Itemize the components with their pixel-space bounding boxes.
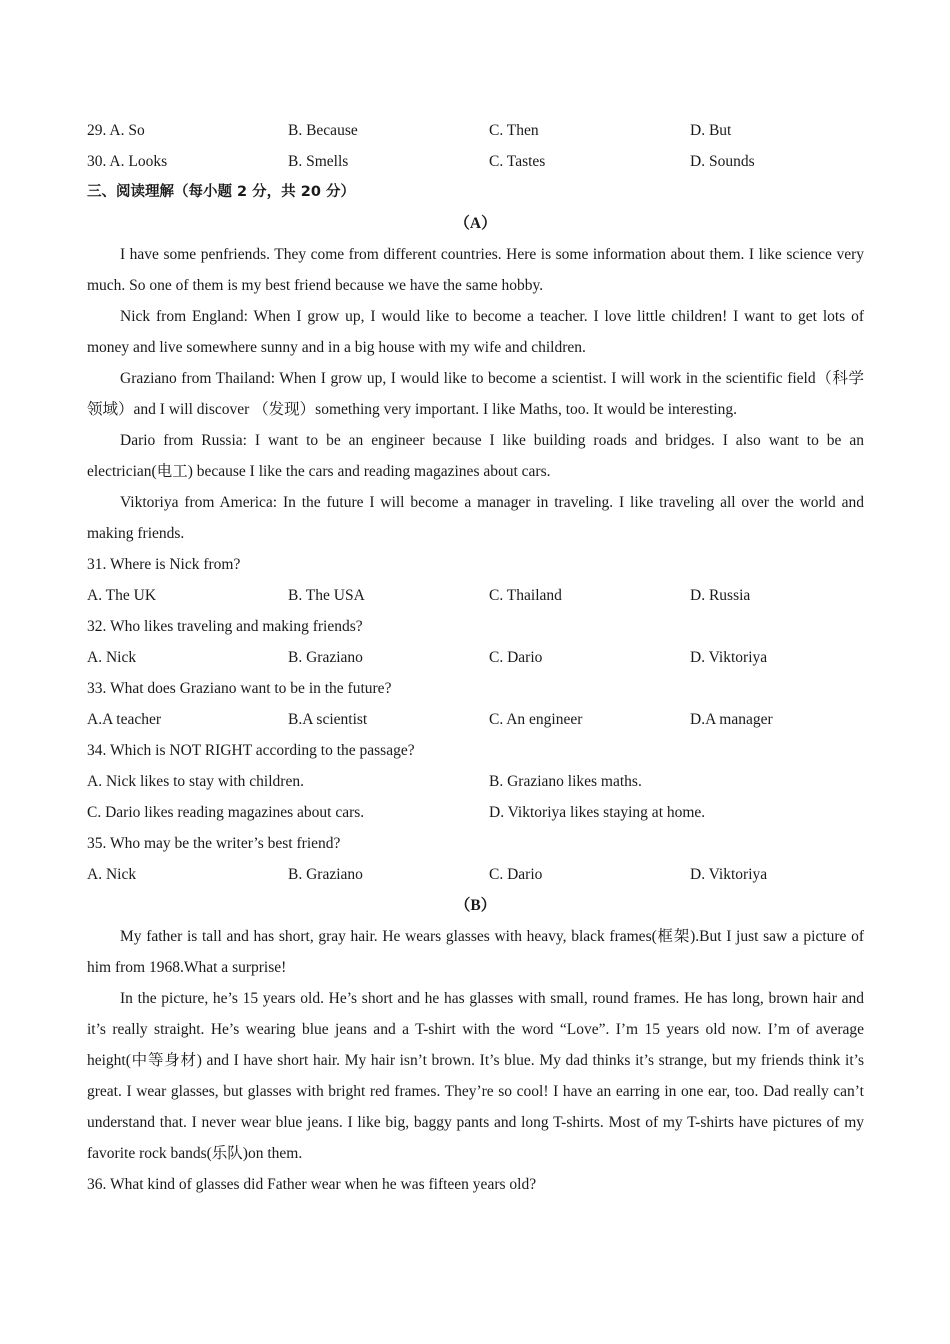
cloze-row-29 <box>87 115 864 146</box>
option-d: D. Viktoriya likes staying at home. <box>489 804 706 821</box>
options-34-ab <box>87 766 864 797</box>
option-a: A. Nick <box>87 649 137 666</box>
question-35: 35. Who may be the writer’s best friend? <box>87 835 341 852</box>
options-35 <box>87 859 864 890</box>
option-d: D. Viktoriya <box>690 866 768 883</box>
option-a: A. Nick likes to stay with children. <box>87 773 304 790</box>
option-d: D. Sounds <box>690 153 755 170</box>
option-a: A.A teacher <box>87 711 162 728</box>
options-31 <box>87 580 864 611</box>
option-b: B. Graziano likes maths. <box>489 773 642 790</box>
passage-a-paragraph: Viktoriya from America: In the future I will become a manager in traveling. I like traveling all over the world and making friends. <box>87 494 864 542</box>
passage-a-paragraph: Nick from England: When I grow up, I would like to become a teacher. I love little children! I want to get lots of money and live somewhere sunny and in a big house with my wife and children. <box>87 308 864 356</box>
option-d: D.A manager <box>690 711 773 728</box>
options-33 <box>87 704 864 735</box>
passage-b-paragraph: In the picture, he’s 15 years old. He’s short and he has glasses with small, round frames. He has long, brown hair and it’s really straight. He’s wearing blue jeans and a T-shirt with the word “Love”. I’m 15 years old now. I’m of average height(中等身材) and I have short hair. My hair isn’t brown. It’s blue. My dad thinks it’s strange, but my friends think it’s great. I wear glasses, but glasses with bright red frames. They’re so cool! I have an earring in one ear, too. Dad really can’t understand that. I never wear blue jeans. I like big, baggy pants and long T-shirts. Most of my T-shirts have pictures of my favorite rock bands(乐队)on them. <box>87 990 864 1162</box>
exam-page <box>87 115 864 1200</box>
cloze-row-30 <box>87 146 864 177</box>
options-34-cd <box>87 797 864 828</box>
passage-a-paragraph: Dario from Russia: I want to be an engineer because I like building roads and bridges. I also want to be an electrician(电工) because I like the cars and reading magazines about cars. <box>87 432 864 480</box>
passage-b-heading: （B） <box>454 897 497 914</box>
question-number: 29. <box>87 122 107 139</box>
option-c: C. Dario <box>489 649 543 666</box>
option-b: B. The USA <box>288 587 365 604</box>
option-d: D. But <box>690 122 732 139</box>
option-c: C. Then <box>489 122 539 139</box>
option-d: D. Viktoriya <box>690 649 768 666</box>
question-34: 34. Which is NOT RIGHT according to the passage? <box>87 742 415 759</box>
question-33: 33. What does Graziano want to be in the future? <box>87 680 392 697</box>
option-b: B. Graziano <box>288 649 363 666</box>
option-b: B. Smells <box>288 153 349 170</box>
option-c: C. An engineer <box>489 711 583 728</box>
option-c: C. Dario likes reading magazines about cars. <box>87 804 365 821</box>
option-c: C. Dario <box>489 866 543 883</box>
passage-a-heading: （A） <box>454 215 497 232</box>
option-a: A. The UK <box>87 587 157 604</box>
option-a: A. Looks <box>109 153 168 170</box>
passage-a-paragraph: I have some penfriends. They come from different countries. Here is some information about them. I like science very much. So one of them is my best friend because we have the same hobby. <box>87 246 864 294</box>
option-b: B. Because <box>288 122 358 139</box>
question-31: 31. Where is Nick from? <box>87 556 241 573</box>
question-36: 36. What kind of glasses did Father wear when he was fifteen years old? <box>87 1176 537 1193</box>
question-32: 32. Who likes traveling and making friends? <box>87 618 363 635</box>
option-a: A. Nick <box>87 866 137 883</box>
passage-b-paragraph: My father is tall and has short, gray hair. He wears glasses with heavy, black frames(框架).But I just saw a picture of him from 1968.What a surprise! <box>87 928 864 976</box>
option-c: C. Tastes <box>489 153 546 170</box>
option-a: A. So <box>109 122 145 139</box>
option-b: B. Graziano <box>288 866 363 883</box>
section-title: 三、阅读理解（每小题 2 分，共 20 分） <box>87 184 355 200</box>
passage-a-paragraph: Graziano from Thailand: When I grow up, I would like to become a scientist. I will work in the scientific field（科学领域）and I will discover （发现）something very important. I like Maths, too. It would be interesting. <box>87 370 864 418</box>
option-c: C. Thailand <box>489 587 562 604</box>
options-32 <box>87 642 864 673</box>
option-d: D. Russia <box>690 587 751 604</box>
option-b: B.A scientist <box>288 711 368 728</box>
question-number: 30. <box>87 153 107 170</box>
